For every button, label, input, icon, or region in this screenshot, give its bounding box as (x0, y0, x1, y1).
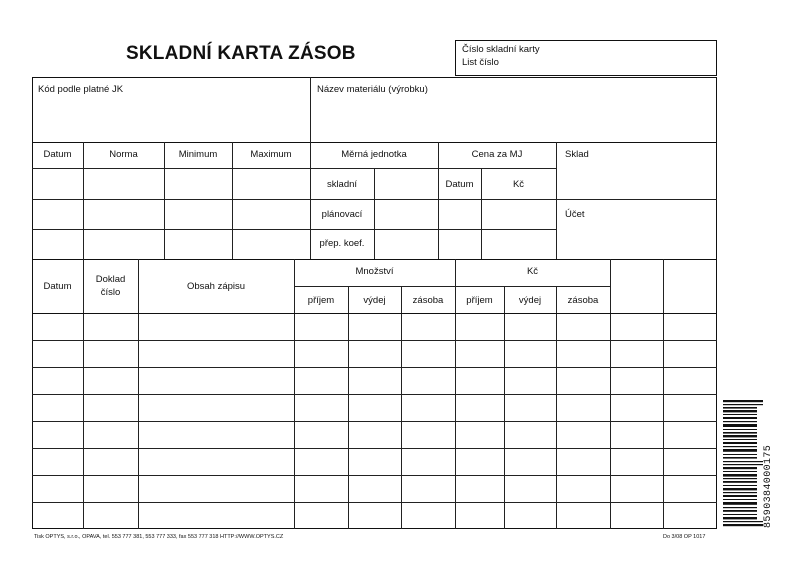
table-row[interactable] (32, 475, 717, 476)
price-date-label: Datum (445, 179, 474, 190)
col-norma: Norma (109, 149, 138, 160)
material-name-label: Název materiálu (výrobku) (317, 84, 428, 95)
col-qty-receipt: příjem (307, 295, 335, 306)
unit-conversion: přep. koef. (319, 238, 365, 249)
col-qty-issue: výdej (363, 295, 386, 306)
divider (310, 77, 311, 142)
col-kc-receipt: příjem (466, 295, 493, 306)
table-row[interactable] (32, 394, 717, 395)
table-row[interactable] (32, 340, 717, 341)
unit-skladni: skladní (326, 179, 358, 190)
card-number-label: Číslo skladní karty (462, 44, 540, 55)
unit-planovaci: plánovací (321, 209, 363, 220)
section-divider (32, 259, 717, 260)
account-label: Účet (565, 209, 585, 220)
jk-code-label: Kód podle platné JK (38, 84, 124, 95)
col-maximum: Maximum (250, 149, 292, 160)
form-code: Do 3/08 OP 1017 (663, 534, 706, 540)
col-document-number: číslo (100, 287, 121, 298)
col-quantity: Množství (355, 266, 394, 277)
jk-code-field[interactable] (34, 96, 308, 140)
col-kc-stock: zásoba (567, 295, 599, 306)
col-qty-stock: zásoba (412, 295, 444, 306)
col-document: Doklad (95, 274, 126, 285)
col-kc: Kč (526, 266, 539, 277)
col-minimum: Minimum (178, 149, 218, 160)
table-row[interactable] (32, 502, 717, 503)
printer-info: Tisk OPTYS, s.r.o., OPAVA, tel. 553 777 381, 553 777 333, fax 553 777 318 HTTP://WWW.OPTYS.CZ (34, 534, 284, 540)
table-row[interactable] (32, 448, 717, 449)
col-entry-date: Datum (43, 281, 72, 292)
section-divider (32, 142, 717, 143)
barcode-number: 8590384000175 (763, 444, 774, 528)
col-entry-content: Obsah zápisu (186, 281, 246, 292)
col-price-per-unit: Cena za MJ (471, 149, 523, 160)
table-row[interactable] (32, 421, 717, 422)
col-datum: Datum (43, 149, 72, 160)
col-unit: Měrná jednotka (341, 149, 407, 160)
material-name-field[interactable] (312, 96, 715, 140)
table-row[interactable] (32, 367, 717, 368)
form-title: SKLADNÍ KARTA ZÁSOB (126, 43, 356, 64)
header-bottom (32, 313, 717, 314)
sheet-number-label: List číslo (462, 57, 499, 68)
col-kc-issue: výdej (518, 295, 542, 306)
warehouse-label: Sklad (565, 149, 589, 160)
price-kc-label: Kč (512, 179, 525, 190)
